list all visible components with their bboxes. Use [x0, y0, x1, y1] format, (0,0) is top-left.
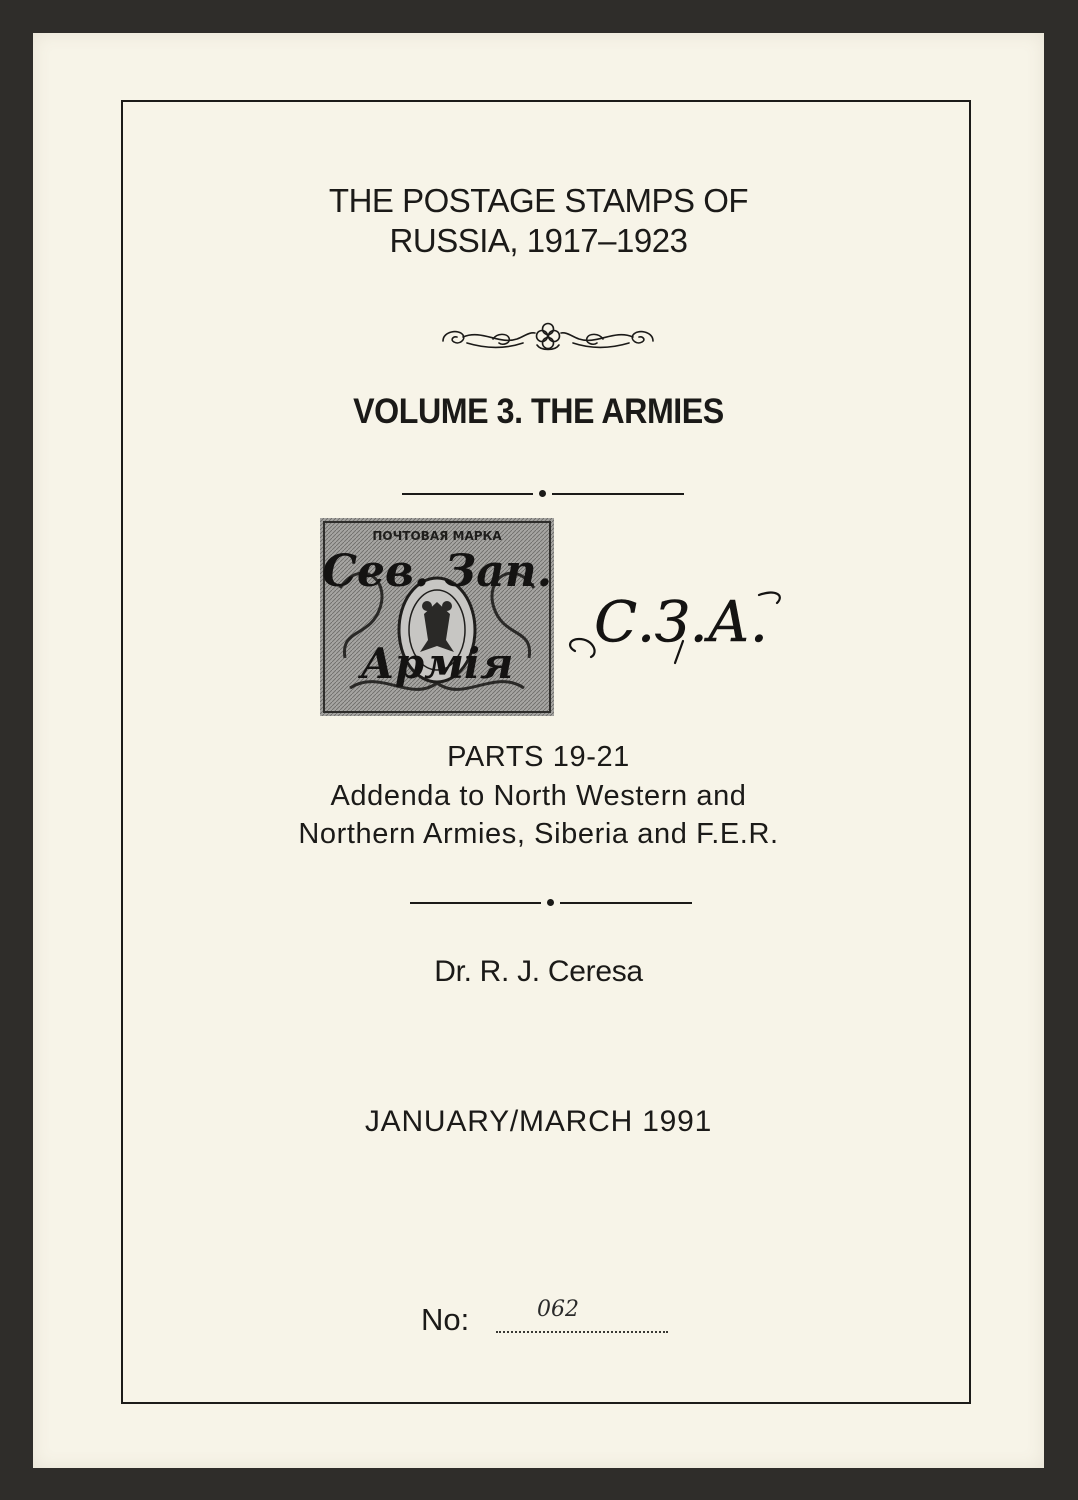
- subtitle-line-2: Northern Armies, Siberia and F.E.R.: [298, 818, 779, 850]
- stamp-top-text: ПОЧТОВАЯ МАРКА: [372, 529, 502, 543]
- flourish-ornament-icon: [437, 315, 659, 365]
- parts-heading: PARTS 19-21: [447, 741, 630, 773]
- copy-number-label: No:: [421, 1302, 470, 1337]
- title-line-1: THE POSTAGE STAMPS OF: [328, 182, 749, 219]
- divider-dot-icon: [539, 490, 546, 497]
- section-divider: [402, 489, 684, 499]
- publication-date: JANUARY/MARCH 1991: [364, 1105, 713, 1138]
- volume-heading: VOLUME 3. THE ARMIES: [353, 392, 724, 431]
- book-cover: [33, 33, 1044, 1468]
- copy-number: [421, 1295, 681, 1343]
- subtitle: [33, 777, 1044, 853]
- author-name: Dr. R. J. Ceresa: [434, 955, 643, 988]
- overprinted-stamp-image: [320, 518, 554, 716]
- divider-dot-icon: [547, 899, 554, 906]
- stamp-overprint-line-1: Сев. Зап.: [321, 546, 553, 597]
- script-monogram-text: С.З.А.: [594, 590, 768, 655]
- title-line-2: RUSSIA, 1917–1923: [389, 222, 688, 259]
- section-divider: [410, 898, 692, 908]
- script-overprint-monogram: [563, 573, 793, 673]
- copy-number-dotted-line: [496, 1331, 668, 1333]
- subtitle-line-1: Addenda to North Western and: [330, 780, 747, 812]
- copy-number-value: 062: [537, 1297, 579, 1322]
- book-title: [33, 181, 1044, 261]
- stamp-overprint-line-2: Армія: [360, 639, 514, 688]
